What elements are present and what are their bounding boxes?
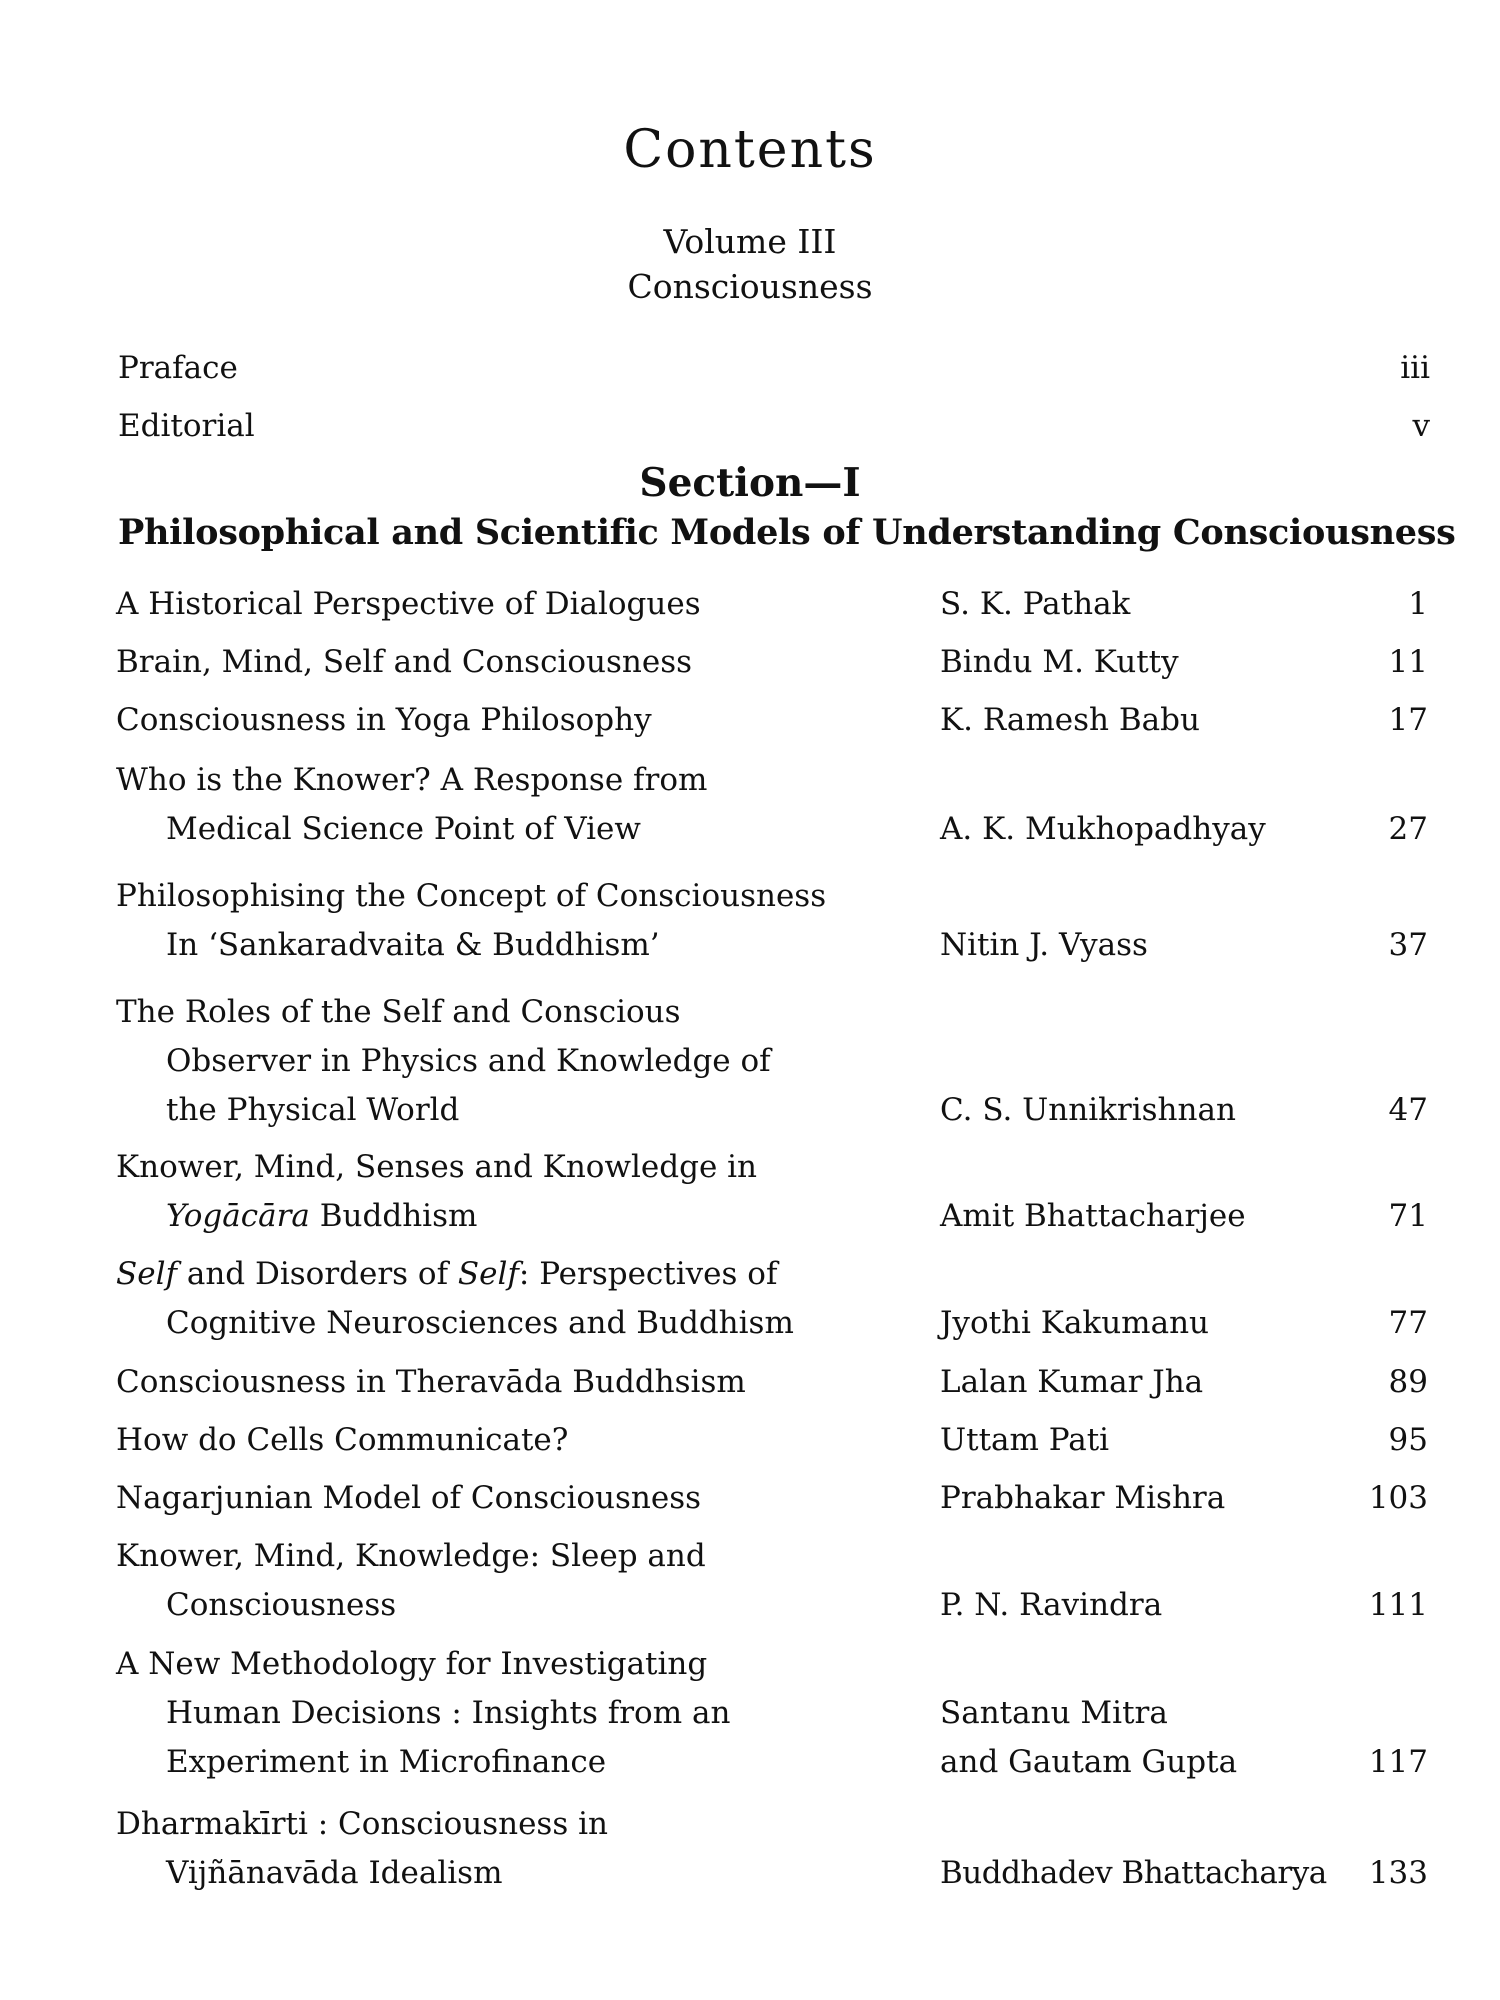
entry-title: Dharmakīrti : Consciousness in Vijñānavāda Idealism bbox=[116, 1806, 608, 1891]
entry-title: A Historical Perspective of Dialogues bbox=[116, 586, 701, 622]
entry-page: 133 bbox=[1368, 1855, 1428, 1891]
entry-author: Amit Bhattacharjee bbox=[940, 1198, 1246, 1234]
entry-author: Santanu Mitra and Gautam Gupta bbox=[940, 1695, 1238, 1780]
entry-title: How do Cells Communicate? bbox=[116, 1422, 569, 1458]
entry-author: Lalan Kumar Jha bbox=[940, 1364, 1204, 1400]
entry-page: 47 bbox=[1388, 1092, 1428, 1128]
entry-author: Jyothi Kakumanu bbox=[940, 1305, 1209, 1341]
section-label: Section—I bbox=[639, 460, 861, 506]
entry-author: Prabhakar Mishra bbox=[940, 1480, 1226, 1516]
front-matter-preface-page: iii bbox=[1400, 350, 1430, 386]
section-title: Philosophical and Scientific Models of Understanding Consciousness bbox=[118, 512, 1456, 553]
entry-author: A. K. Mukhopadhyay bbox=[940, 811, 1266, 847]
entry-author: S. K. Pathak bbox=[940, 586, 1131, 622]
entry-title: The Roles of the Self and Conscious Observer in Physics and Knowledge of the Physical World bbox=[116, 994, 771, 1128]
entry-author: Uttam Pati bbox=[940, 1422, 1110, 1458]
entry-title: Consciousness in Yoga Philosophy bbox=[116, 702, 652, 738]
front-matter-preface: Praface bbox=[118, 350, 238, 386]
front-matter-editorial: Editorial bbox=[118, 408, 255, 444]
entry-author: Bindu M. Kutty bbox=[940, 644, 1179, 680]
entry-title: Nagarjunian Model of Consciousness bbox=[116, 1480, 702, 1516]
entry-title: Brain, Mind, Self and Consciousness bbox=[116, 644, 693, 680]
front-matter-editorial-page: v bbox=[1412, 408, 1430, 444]
entry-page: 77 bbox=[1388, 1305, 1428, 1341]
entry-page: 11 bbox=[1388, 644, 1428, 680]
entry-title: Knower, Mind, Senses and Knowledge in Yogācāra Buddhism bbox=[116, 1149, 758, 1234]
entry-page: 1 bbox=[1408, 586, 1428, 622]
entry-page: 103 bbox=[1368, 1480, 1428, 1516]
entry-author: C. S. Unnikrishnan bbox=[940, 1092, 1236, 1128]
entry-title: Consciousness in Theravāda Buddhsism bbox=[116, 1364, 746, 1400]
entry-title: A New Methodology for Investigating Human Decisions : Insights from an Experiment in Microfinance bbox=[116, 1646, 731, 1780]
entry-page: 89 bbox=[1388, 1364, 1428, 1400]
entry-author: Buddhadev Bhattacharya bbox=[940, 1855, 1327, 1891]
entry-title: Philosophising the Concept of Consciousness In ‘Sankaradvaita & Buddhism’ bbox=[116, 878, 827, 963]
entry-title: Who is the Knower? A Response from Medical Science Point of View bbox=[116, 762, 708, 847]
entry-page: 117 bbox=[1368, 1744, 1428, 1780]
entry-title: Self and Disorders of Self: Perspectives of Cognitive Neurosciences and Buddhism bbox=[116, 1256, 794, 1341]
entry-page: 37 bbox=[1388, 927, 1428, 963]
entry-page: 27 bbox=[1388, 811, 1428, 847]
entry-page: 95 bbox=[1388, 1422, 1428, 1458]
entry-page: 111 bbox=[1368, 1587, 1428, 1623]
entry-author: K. Ramesh Babu bbox=[940, 702, 1200, 738]
volume-label: Volume III bbox=[663, 222, 837, 261]
entry-author: Nitin J. Vyass bbox=[940, 927, 1148, 963]
entry-page: 17 bbox=[1388, 702, 1428, 738]
entry-title: Knower, Mind, Knowledge: Sleep and Consciousness bbox=[116, 1538, 706, 1623]
page-title: Contents bbox=[623, 120, 877, 180]
entry-page: 71 bbox=[1388, 1198, 1428, 1234]
entry-author: P. N. Ravindra bbox=[940, 1587, 1163, 1623]
volume-subtitle: Consciousness bbox=[627, 267, 873, 306]
